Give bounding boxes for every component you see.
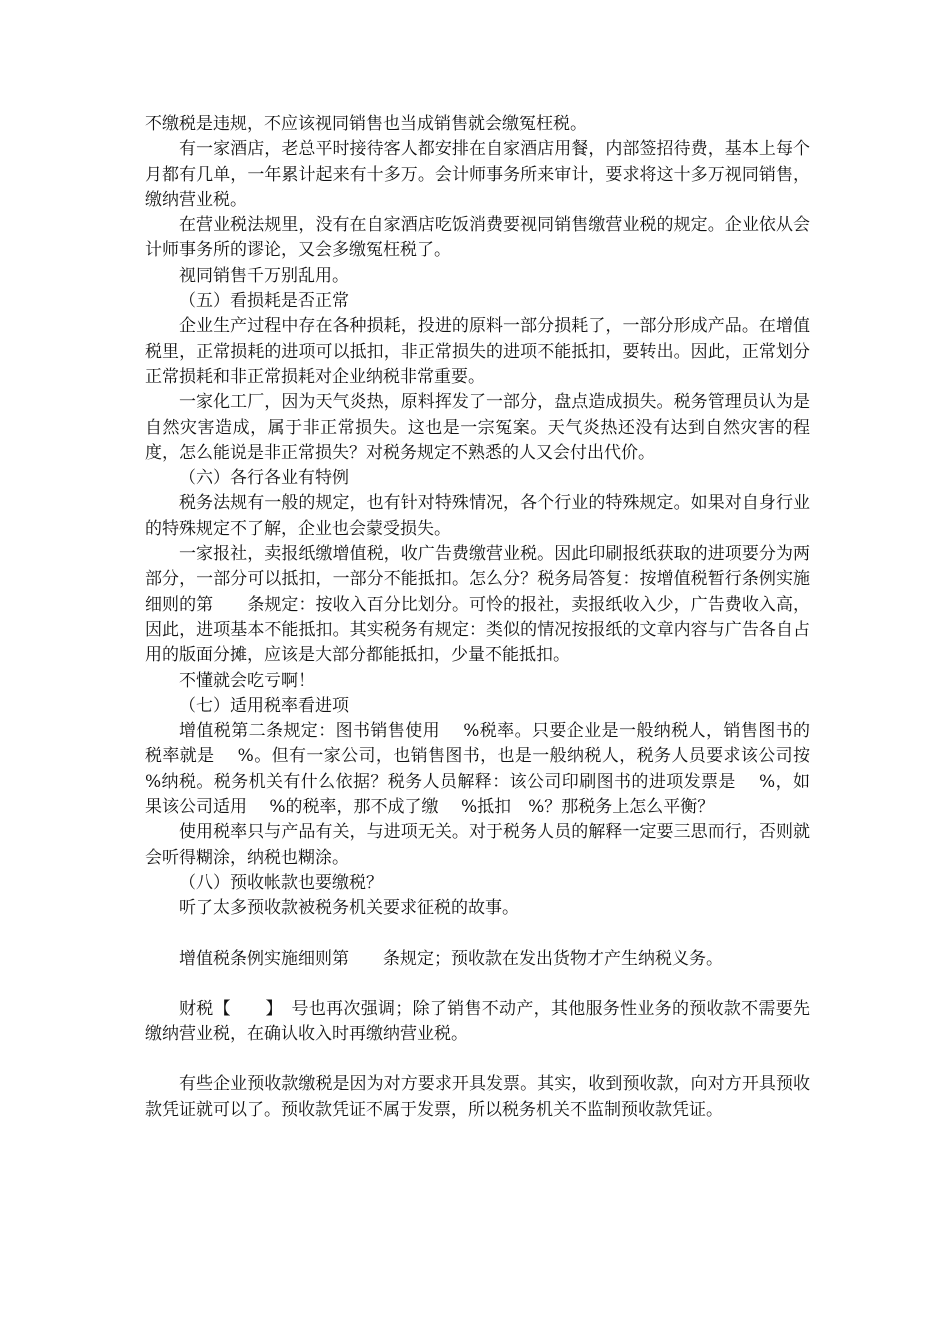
paragraph-13: 增值税第二条规定：图书销售使用 %税率。只要企业是一般纳税人，销售图书的税率就是 %。但有一家公司，也销售图书，也是一般纳税人，税务人员要求该公司按 %纳税。税务机关有什么依据？税务人员解释：该公司印刷图书的进项发票是 %，如果该公司适用 %的税率，那不成了缴 %抵扣 %？那税务上怎么平衡？ bbox=[145, 721, 833, 818]
document-body bbox=[145, 112, 833, 1123]
section-heading-6: （六）各行各业有特例 bbox=[179, 468, 349, 489]
paragraph-4: 视同销售千万别乱用。 bbox=[179, 265, 349, 286]
section-heading-7: （七）适用税率看进项 bbox=[179, 695, 349, 716]
paragraph-9: 税务法规有一般的规定，也有针对特殊情况，各个行业的特殊规定。如果对自身行业的特殊规定不了解，企业也会蒙受损失。 bbox=[145, 493, 810, 539]
paragraph-2: 有一家酒店，老总平时接待客人都安排在自家酒店用餐，内部签招待费，基本上每个月都有几单，一年累计起来有十多万。会计师事务所来审计，要求将这十多万视同销售，缴纳营业税。 bbox=[145, 139, 810, 210]
paragraph-11: 不懂就会吃亏啊！ bbox=[179, 670, 315, 691]
paragraph-17: 增值税条例实施细则第 条规定；预收款在发出货物才产生纳税义务。 bbox=[179, 948, 723, 969]
paragraph-7: 一家化工厂，因为天气炎热，原料挥发了一部分，盘点造成损失。税务管理员认为是自然灾害造成，属于非正常损失。这也是一宗冤案。天气炎热还没有达到自然灾害的程度，怎么能说是非正常损失？对税务规定不熟悉的人又会付出代价。 bbox=[145, 392, 810, 463]
paragraph-1: 不缴税是违规，不应该视同销售也当成销售就会缴冤枉税。 bbox=[145, 114, 587, 134]
paragraph-14: 使用税率只与产品有关，与进项无关。对于税务人员的解释一定要三思而行，否则就会听得糊涂，纳税也糊涂。 bbox=[145, 822, 810, 868]
section-heading-5: （五）看损耗是否正常 bbox=[179, 291, 349, 312]
paragraph-6: 企业生产过程中存在各种损耗，投进的原料一部分损耗了，一部分形成产品。在增值税里，正常损耗的进项可以抵扣，非正常损失的进项不能抵扣，要转出。因此，正常划分正常损耗和非正常损耗对企业纳税非常重要。 bbox=[145, 316, 810, 387]
paragraph-10: 一家报社，卖报纸缴增值税，收广告费缴营业税。因此印刷报纸获取的进项要分为两部分，一部分可以抵扣，一部分不能抵扣。怎么分？税务局答复：按增值税暂行条例实施细则的第 条规定：按收入百分比划分。可怜的报社，卖报纸收入少，广告费收入高，因此，进项基本不能抵扣。其实税务有规定：类似的情况按报纸的文章内容与广告各自占用的版面分摊，应该是大部分都能抵扣，少量不能抵扣。 bbox=[145, 544, 810, 666]
paragraph-16: 听了太多预收款被税务机关要求征税的故事。 bbox=[179, 898, 519, 919]
paragraph-19: 有些企业预收款缴税是因为对方要求开具发票。其实，收到预收款，向对方开具预收款凭证就可以了。预收款凭证不属于发票，所以税务机关不监制预收款凭证。 bbox=[145, 1074, 810, 1120]
paragraph-3: 在营业税法规里，没有在自家酒店吃饭消费要视同销售缴营业税的规定。企业依从会计师事务所的谬论，又会多缴冤枉税了。 bbox=[145, 215, 810, 261]
section-heading-8: （八）预收帐款也要缴税？ bbox=[179, 872, 383, 893]
paragraph-18: 财税【 】 号也再次强调；除了销售不动产，其他服务性业务的预收款不需要先缴纳营业税，在确认收入时再缴纳营业税。 bbox=[145, 998, 810, 1045]
